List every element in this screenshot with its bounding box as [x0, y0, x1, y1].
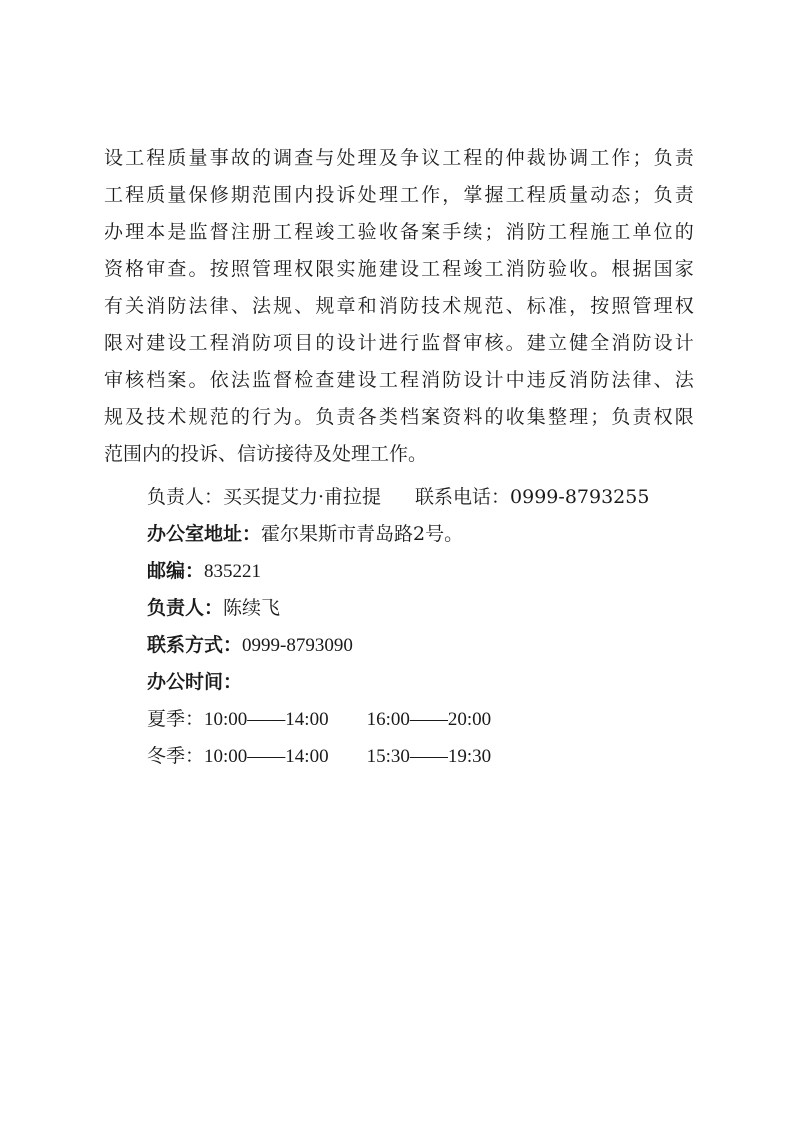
paragraph-line: 规及技术规范的行为。负责各类档案资料的收集整理；负责权限	[104, 406, 696, 428]
paragraph-line: 审核档案。依法监督检查建设工程消防设计中违反消防法律、法	[104, 369, 696, 391]
contact-person: 负责人：买买提艾力·甫拉提	[147, 486, 382, 508]
person-in-charge-value: 陈续飞	[223, 597, 281, 619]
address-line	[147, 521, 463, 547]
winter-morning: 10:00——14:00	[204, 746, 329, 767]
contact-method-value: 0999-8793090	[242, 635, 353, 656]
winter-afternoon: 15:30——19:30	[366, 746, 492, 767]
summer-label: 夏季：	[147, 708, 205, 730]
paragraph-line: 资格审查。按照管理权限实施建设工程竣工消防验收。根据国家	[104, 258, 696, 280]
summer-morning: 10:00——14:00	[204, 709, 329, 730]
paragraph-line: 有关消防法律、法规、规章和消防技术规范、标准，按照管理权	[104, 295, 696, 317]
office-hours-heading: 办公时间：	[147, 671, 243, 693]
person-in-charge-line	[147, 595, 280, 621]
postcode-value: 835221	[204, 561, 262, 582]
address-value: 霍尔果斯市青岛路2号。	[261, 523, 464, 545]
winter-hours-line	[147, 743, 491, 769]
summer-afternoon: 16:00——20:00	[366, 709, 492, 730]
address-label: 办公室地址：	[147, 523, 262, 545]
contact-method-line	[147, 632, 353, 658]
postcode-label: 邮编：	[147, 560, 205, 582]
postcode-line	[147, 558, 261, 584]
paragraph-line: 工程质量保修期范围内投诉处理工作，掌握工程质量动态；负责	[104, 184, 696, 206]
paragraph-line: 范围内的投诉、信访接待及处理工作。	[104, 443, 428, 465]
winter-label: 冬季：	[147, 745, 205, 767]
paragraph-line: 设工程质量事故的调查与处理及争议工程的仲裁协调工作；负责	[104, 147, 696, 169]
person-in-charge-label: 负责人：	[147, 597, 224, 619]
contact-line	[147, 484, 649, 510]
paragraph-line: 办理本是监督注册工程竣工验收备案手续；消防工程施工单位的	[104, 221, 696, 243]
contact-phone: 联系电话：0999-8793255	[415, 486, 650, 508]
contact-method-label: 联系方式：	[147, 634, 243, 656]
paragraph-line: 限对建设工程消防项目的设计进行监督审核。建立健全消防设计	[104, 332, 696, 354]
summer-hours-line	[147, 706, 491, 732]
